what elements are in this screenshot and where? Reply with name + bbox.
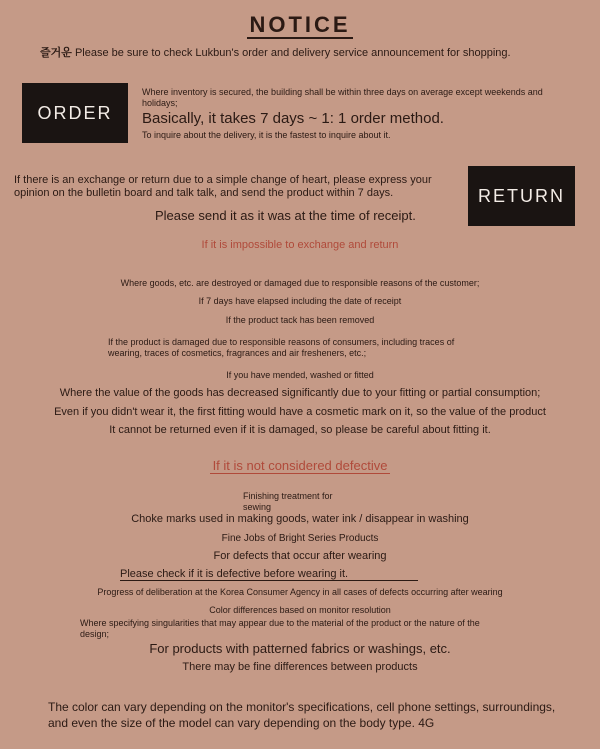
intro-text: Please be sure to check Lukbun's order and delivery service announcement for shopping. xyxy=(74,47,511,59)
not-defective-item-3: Fine Jobs of Bright Series Products xyxy=(221,533,379,544)
impossible-item-8: It cannot be returned even if it is damaged, so please be careful about fitting it. xyxy=(109,424,491,436)
not-defective-item-2: Choke marks used in making goods, water ink / disappear in washing xyxy=(131,513,469,525)
not-defective-item-6: Progress of deliberation at the Korea Consumer Agency in all cases of defects occurring after wearing xyxy=(97,587,503,597)
intro-line xyxy=(40,44,511,60)
intro-korean: 즐거운 xyxy=(40,47,72,59)
not-defective-item-4: For defects that occur after wearing xyxy=(213,550,387,562)
return-line-2: Please send it as it was at the time of receipt. xyxy=(155,208,416,223)
not-defective-item-1: Finishing treatment for sewing xyxy=(243,491,333,512)
return-line-1: If there is an exchange or return due to a simple change of heart, please express your opinion on the bulletin board and talk talk, and send the product within 7 days. xyxy=(14,174,432,199)
not-defective-item-9: For products with patterned fabrics or washings, etc. xyxy=(149,641,451,656)
not-defective-item-5-row xyxy=(120,568,418,580)
not-defective-item-7: Color differences based on monitor resolution xyxy=(209,605,391,615)
impossible-item-4: If the product is damaged due to responsible reasons of consumers, including traces of wearing, traces of cosmetics, fragrances and air fresheners, etc.; xyxy=(108,337,455,358)
not-defective-item-8: Where specifying singularities that may appear due to the material of the product or the nature of the design; xyxy=(80,618,480,639)
footer-note: The color can vary depending on the monitor's specifications, cell phone settings, surroundings, and even the size of the model can vary depending on the body type. 4G xyxy=(48,700,556,730)
impossible-item-2: If 7 days have elapsed including the date of receipt xyxy=(198,296,402,306)
impossible-heading: If it is impossible to exchange and return xyxy=(201,239,399,251)
not-defective-heading: If it is not considered defective xyxy=(210,458,391,474)
order-line-1: Where inventory is secured, the building shall be within three days on average except weekends and holidays; xyxy=(142,87,543,108)
impossible-item-7: Even if you didn't wear it, the first fitting would have a cosmetic mark on it, so the value of the product xyxy=(54,406,546,418)
order-line-2: Basically, it takes 7 days ~ 1: 1 order method. xyxy=(142,110,444,127)
order-badge: ORDER xyxy=(22,83,128,143)
impossible-item-1: Where goods, etc. are destroyed or damaged due to responsible reasons of the customer; xyxy=(120,278,480,288)
impossible-item-6: Where the value of the goods has decreased significantly due to your fitting or partial consumption; xyxy=(59,387,541,399)
not-defective-heading-row xyxy=(0,457,600,475)
impossible-item-3: If the product tack has been removed xyxy=(225,315,375,325)
not-defective-item-10: There may be fine differences between products xyxy=(182,661,418,673)
notice-title: NOTICE xyxy=(249,12,351,37)
not-defective-item-5: Please check if it is defective before wearing it. xyxy=(120,568,418,581)
return-badge: RETURN xyxy=(468,166,575,226)
order-line-3: To inquire about the delivery, it is the fastest to inquire about it. xyxy=(142,130,391,140)
impossible-item-5: If you have mended, washed or fitted xyxy=(226,370,374,380)
